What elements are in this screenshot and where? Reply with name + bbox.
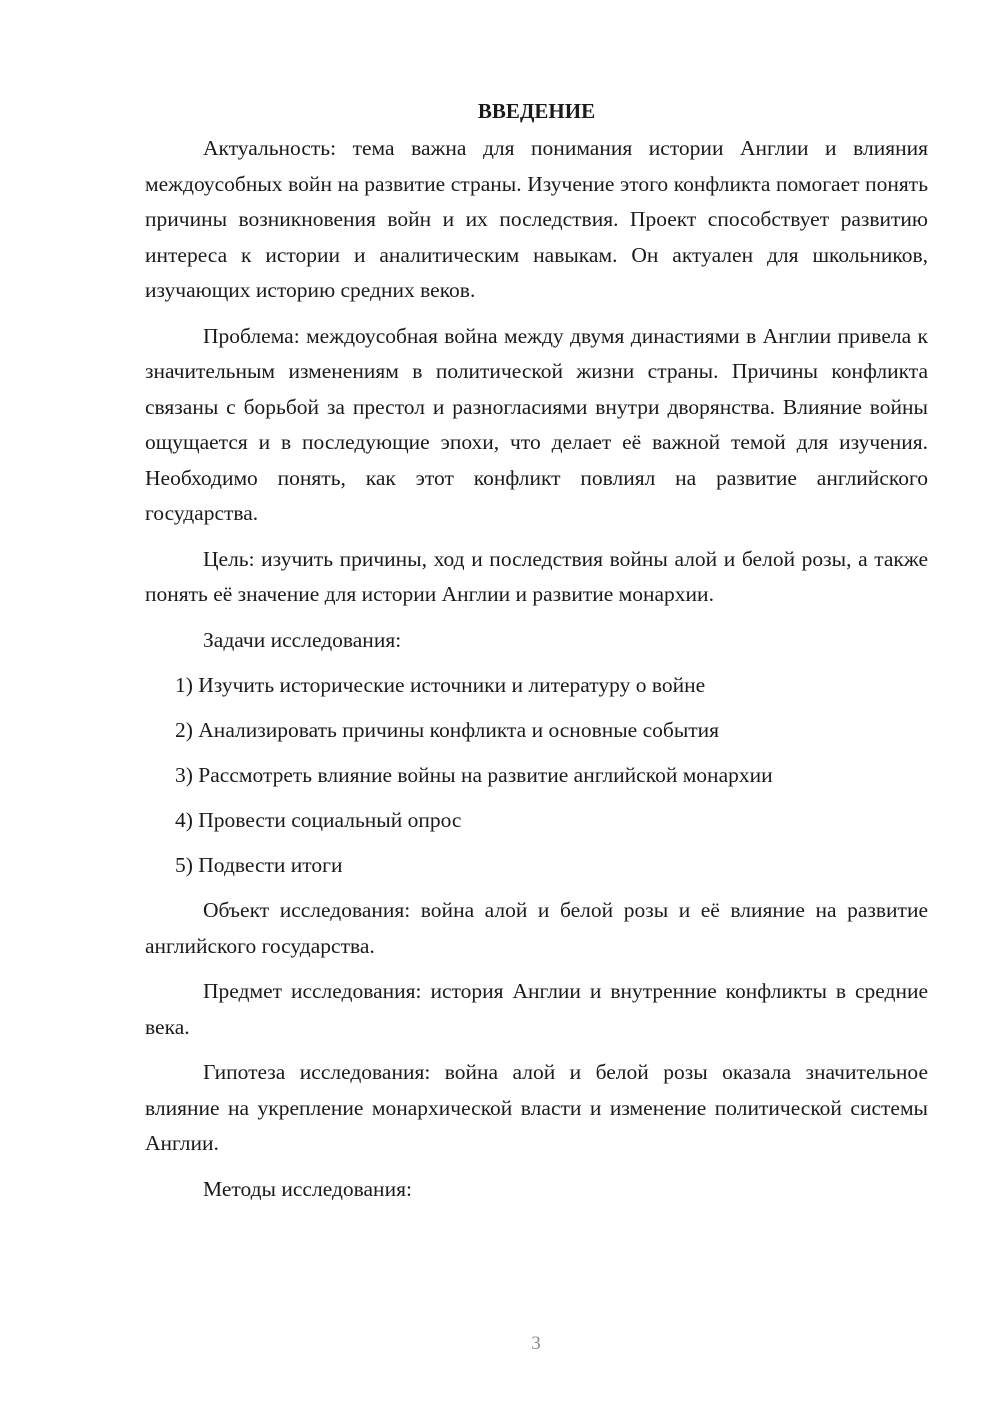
list-item: 2) Анализировать причины конфликта и основные события	[175, 718, 720, 742]
list-item: 4) Провести социальный опрос	[175, 808, 462, 832]
tasks-heading: Задачи исследования:	[203, 627, 402, 652]
tasks-list	[145, 668, 928, 884]
document-page	[145, 93, 928, 1217]
problem-paragraph: Проблема: междоусобная война между двумя династиями в Англии привела к значительным изменениям в политической жизни страны. Причины конфликта связаны с борьбой за престол и разногласиями внутри дворянства. Влияние войны ощущается и в последующие эпохи, что делает её важной темой для изучения. Необходимо понять, как этот конфликт повлиял на развитие английского государства.	[145, 323, 928, 525]
object-paragraph: Объект исследования: война алой и белой розы и её влияние на развитие английского государства.	[145, 898, 928, 958]
hypothesis-paragraph: Гипотеза исследования: война алой и белой розы оказала значительное влияние на укрепление монархической власти и изменение политической системы Англии.	[145, 1060, 928, 1155]
page-number: 3	[531, 1333, 541, 1354]
list-item: 1) Изучить исторические источники и литературу о войне	[175, 673, 706, 697]
subject-paragraph: Предмет исследования: история Англии и внутренние конфликты в средние века.	[145, 979, 928, 1039]
list-item: 3) Рассмотреть влияние войны на развитие английской монархии	[175, 763, 773, 787]
list-item: 5) Подвести итоги	[175, 853, 343, 877]
methods-heading: Методы исследования:	[203, 1176, 412, 1201]
goal-paragraph: Цель: изучить причины, ход и последствия войны алой и белой розы, а также понять её значение для истории Англии и развитие монархии.	[145, 546, 928, 606]
relevance-paragraph: Актуальность: тема важна для понимания истории Англии и влияния междоусобных войн на развитие страны. Изучение этого конфликта помогает понять причины возникновения войн и их последствия. Проект способствует развитию интереса к истории и аналитическим навыкам. Он актуален для школьников, изучающих историю средних веков.	[145, 136, 928, 302]
page-title: ВВЕДЕНИЕ	[477, 99, 596, 123]
